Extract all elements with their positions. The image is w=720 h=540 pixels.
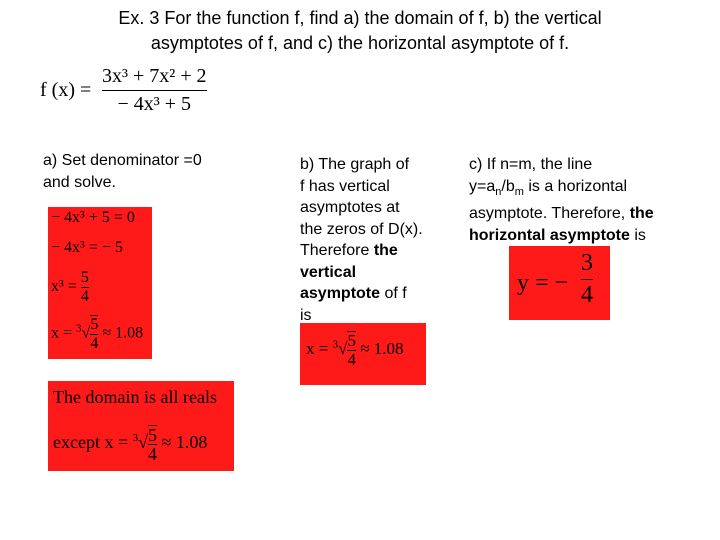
part-c-asymptote-therefore: asymptote. Therefore, (469, 205, 626, 223)
part-c-line-4 (469, 225, 654, 247)
function-definition (40, 63, 230, 123)
radical-icon: √ (338, 338, 348, 358)
part-a-line-1: a) Set denominator =0 (43, 152, 202, 169)
part-c-is-horizontal: is a horizontal (523, 177, 628, 195)
eq-4-approx: ≈ 1.08 (102, 324, 144, 342)
part-b-asymptote: asymptote (300, 285, 381, 302)
part-b-text (300, 154, 423, 326)
part-b-therefore: Therefore (300, 242, 370, 259)
part-a-eq-3 (51, 269, 89, 306)
eq-4-denominator: 4 (90, 335, 99, 352)
eq-3-lhs: x³ = (51, 278, 77, 296)
part-c-horizontal-asymptote: horizontal asymptote (469, 226, 630, 244)
part-a-eq-4 (51, 315, 143, 353)
radical-icon: √ (81, 324, 91, 342)
fraction-bar (102, 90, 207, 91)
page-title (40, 6, 680, 56)
eq-4-root-index: 3 (76, 322, 82, 335)
domain-approx: ≈ 1.08 (161, 432, 208, 453)
eq-3-fraction (81, 269, 89, 306)
part-c-the: the (629, 205, 654, 223)
part-c-line-2 (469, 176, 654, 204)
part-b-of-f: of f (384, 285, 407, 302)
domain-line-1: The domain is all reals (53, 387, 217, 407)
eq-4-numerator: 5 (90, 316, 99, 333)
part-c-bm: /b (501, 177, 515, 195)
part-a-eq-2: − 4x³ = − 5 (51, 239, 123, 256)
part-b-radicand (347, 331, 356, 369)
part-b-root-index: 3 (332, 338, 339, 351)
part-b-line-8: is (300, 306, 312, 324)
part-c-sub-m: m (514, 185, 524, 198)
domain-root-index: 3 (132, 432, 139, 445)
part-b-answer-box (300, 323, 426, 385)
part-c-text (469, 154, 654, 246)
part-c-denominator: 4 (581, 282, 593, 308)
part-b-line-4: the zeros of D(x). (300, 220, 423, 238)
part-b-line-1: b) The graph of (300, 156, 410, 173)
eq-3-denominator: 4 (80, 288, 89, 305)
part-c-numerator: 3 (581, 250, 593, 276)
domain-except: except x = (53, 432, 129, 453)
part-b-line-7 (300, 283, 423, 305)
function-fraction (102, 65, 207, 116)
part-b-answer (306, 331, 404, 369)
part-c-answer-lhs: y = − (517, 270, 569, 296)
title-line-2: asymptotes of f, and c) the horizontal asymptote of f. (150, 33, 570, 53)
eq-4-radicand (90, 315, 98, 353)
part-b-answer-lhs: x = (306, 338, 329, 358)
domain-radicand (148, 425, 157, 463)
radical-icon: √ (138, 432, 149, 453)
part-a-line-2: and solve. (43, 173, 116, 191)
part-b-the: the (373, 242, 398, 259)
domain-box (48, 381, 234, 471)
part-b-line-2: f has vertical (300, 177, 390, 195)
domain-denominator: 4 (148, 444, 158, 464)
domain-line-2 (53, 425, 207, 463)
part-c-line-3 (469, 203, 654, 225)
part-b-denominator: 4 (347, 350, 356, 369)
title-line-1: Ex. 3 For the function f, find a) the domain of f, b) the vertical (118, 8, 602, 28)
part-a-eq-1: − 4x³ + 5 = 0 (51, 209, 135, 226)
part-c-answer-box (509, 246, 610, 320)
part-b-line-3: asymptotes at (300, 199, 400, 216)
part-c-fraction (581, 250, 593, 309)
part-c-is: is (634, 226, 646, 244)
part-a-equations-box (48, 207, 152, 359)
part-c-line-1: c) If n=m, the line (469, 156, 593, 173)
function-lhs: f (x) = (40, 79, 92, 101)
part-c-bar (581, 279, 593, 280)
function-denominator: − 4x³ + 5 (117, 93, 192, 115)
eq-3-numerator: 5 (80, 269, 89, 286)
domain-numerator: 5 (148, 425, 158, 445)
part-c-y-an: y=a (469, 177, 496, 195)
part-b-approx: ≈ 1.08 (360, 338, 404, 358)
function-numerator: 3x³ + 7x² + 2 (102, 65, 207, 87)
part-b-line-5 (300, 240, 423, 262)
eq-4-lhs: x = (51, 324, 73, 342)
part-a-text (43, 150, 202, 193)
part-b-numerator: 5 (347, 331, 356, 350)
part-b-line-6: vertical (300, 263, 357, 281)
part-c-sub-n: n (495, 185, 502, 198)
